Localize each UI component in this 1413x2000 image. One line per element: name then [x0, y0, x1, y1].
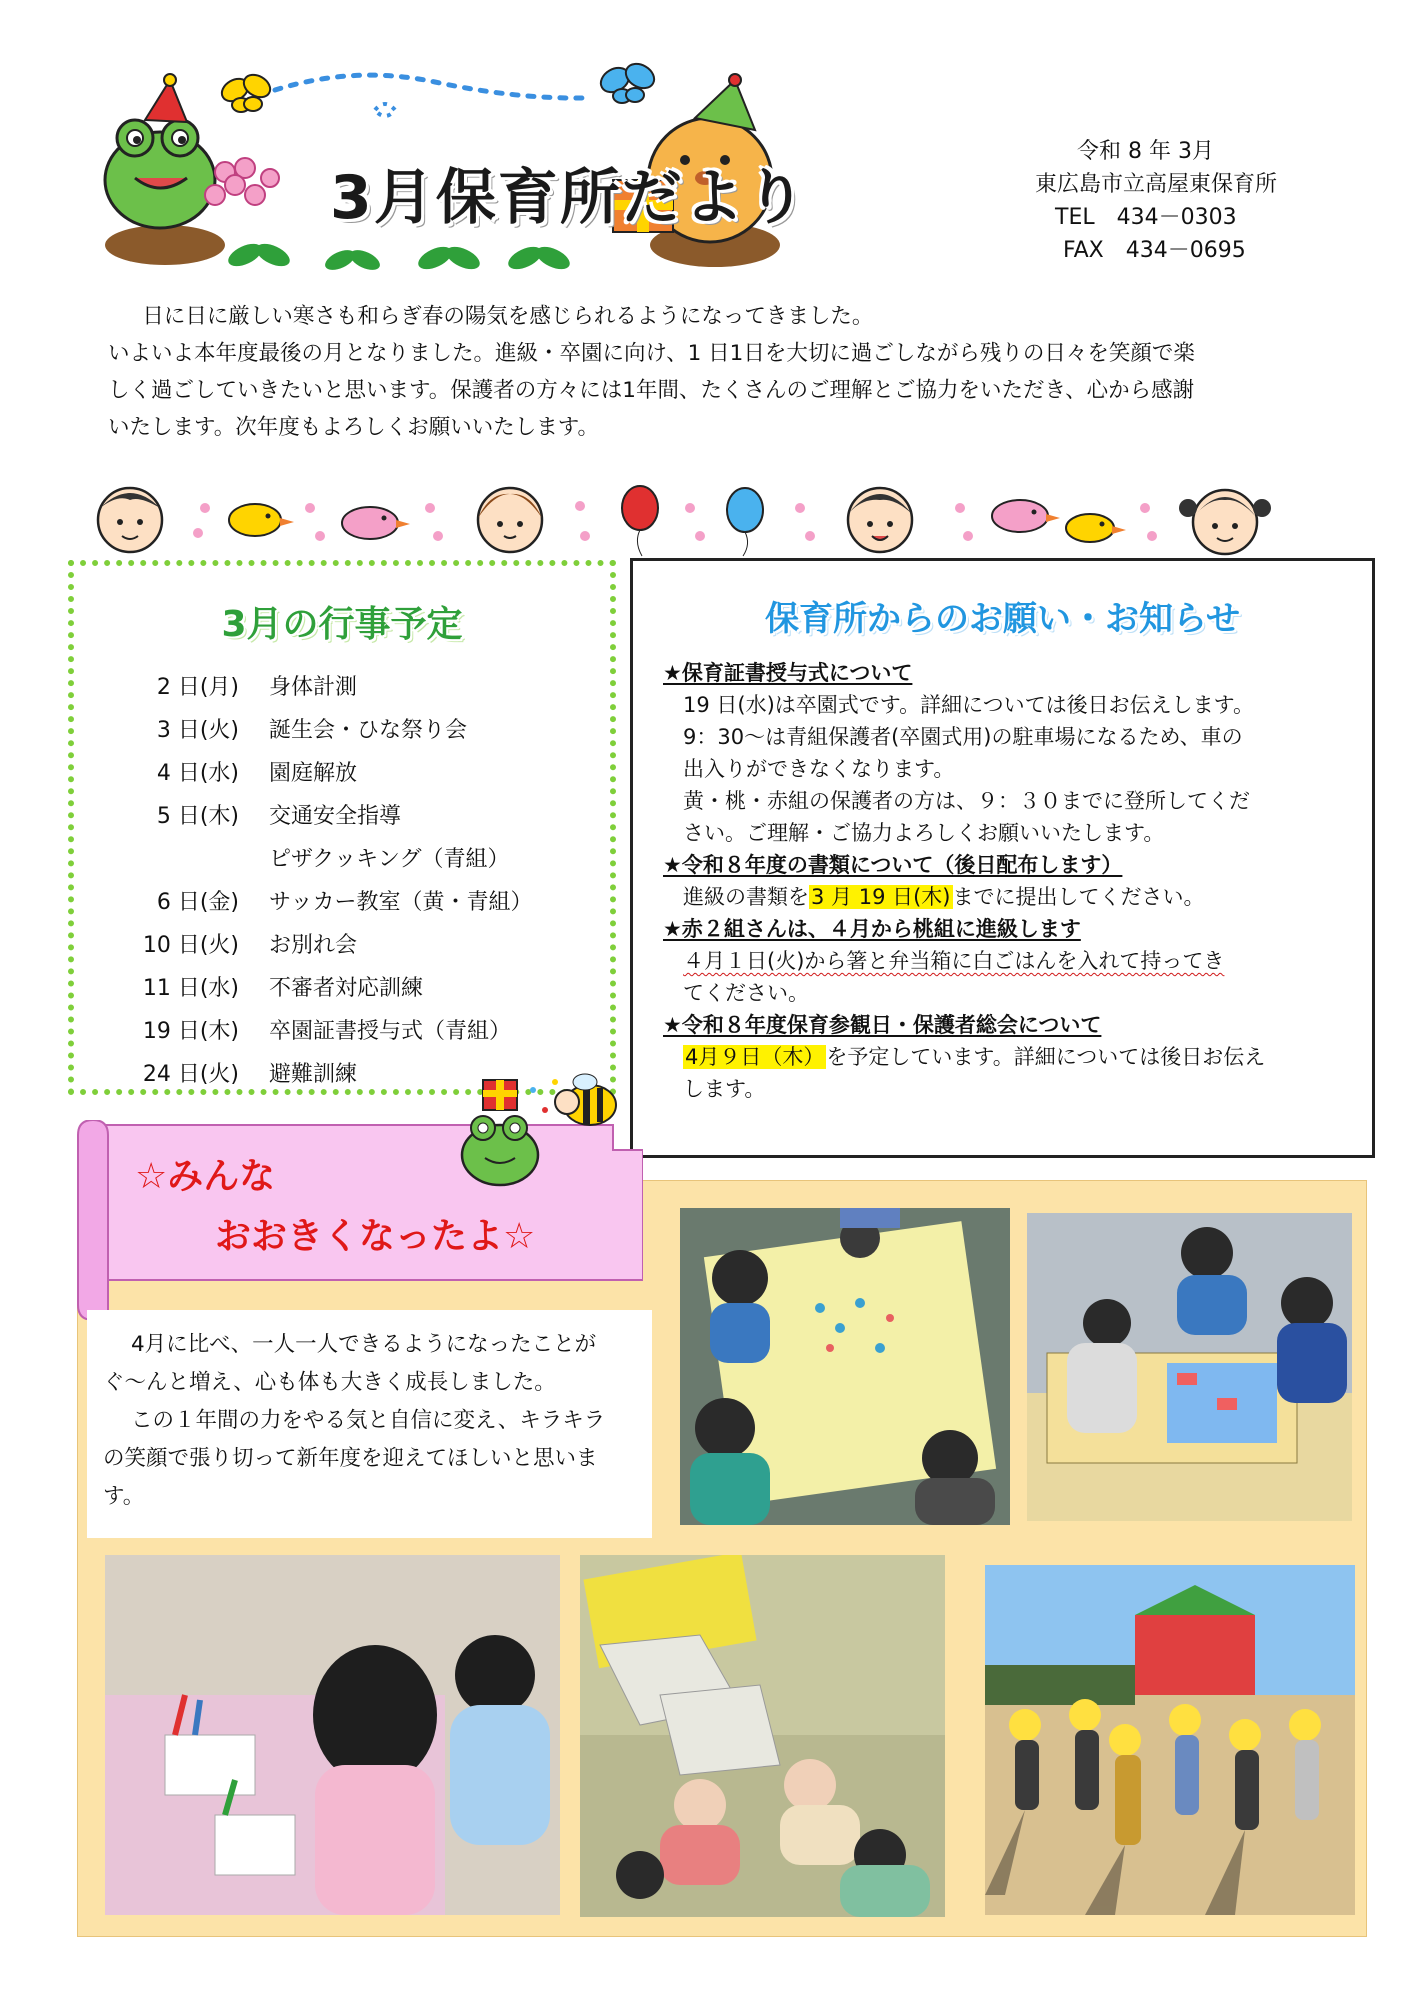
event-name: 園庭解放: [269, 761, 358, 786]
event-name: 身体計測: [269, 675, 358, 700]
growth-line: す。: [103, 1484, 145, 1509]
notice-line: 19 日(水)は卒園式です。詳細については後日お伝えします。: [683, 693, 1255, 717]
notice-heading: ★保育証書授与式について: [663, 661, 913, 685]
event-date: 3 日(火): [156, 718, 239, 743]
growth-text: [87, 1310, 652, 1538]
photo-newspaper-play: [580, 1555, 945, 1917]
event-date: 10 日(火): [142, 933, 239, 958]
notice-heading: ★令和８年度の書類について（後日配布します）: [663, 853, 1123, 877]
flower-icon: [575, 501, 590, 541]
notice-line: [663, 1041, 1363, 1073]
event-date: 24 日(火): [142, 1062, 239, 1087]
event-date: 4 日(水): [156, 761, 239, 786]
highlighted-date: 3 月 19 日(木): [811, 885, 951, 909]
child-face-icon: [98, 488, 162, 552]
notice-title: 保育所からのお願い・お知らせ: [765, 599, 1240, 639]
intro-line: 日に日に厳しい寒さも和らぎ春の陽気を感じられるようになってきました。: [142, 304, 874, 329]
event-name: ピザクッキング（青組）: [269, 847, 510, 872]
events-box: [68, 560, 616, 1095]
notice-line: さい。ご理解・ご協力よろしくお願いいたします。: [683, 821, 1165, 845]
notice-box: [630, 558, 1375, 1158]
child-face-icon: [478, 488, 542, 552]
notice-line: 出入りができなくなります。: [683, 757, 955, 781]
balloon-icon: [622, 486, 658, 556]
photo-craft-table: [680, 1208, 1010, 1525]
notice-body: [663, 657, 1363, 1105]
event-date: 2 日(月): [156, 675, 239, 700]
notice-line: [663, 881, 1363, 913]
confetti-icon: [530, 1079, 558, 1113]
flower-icon: [193, 503, 210, 538]
bird-icon: [992, 500, 1060, 532]
flower-icon: [425, 503, 443, 541]
notice-line: てください。: [683, 981, 809, 1005]
intro-line: いたします。次年度もよろしくお願いいたします。: [108, 415, 600, 440]
event-date: 11 日(水): [142, 976, 239, 1001]
notice-line: 9：30～は青組保護者(卒園式用)の駐車場になるため、車の: [683, 725, 1243, 749]
highlighted-date: 4月９日（木）: [685, 1045, 825, 1069]
gift-icon: [483, 1080, 517, 1110]
growth-line: ぐ～んと増え、心も体も大きく成長しました。: [103, 1370, 556, 1395]
fax-number: FAX 434－0695: [1063, 238, 1246, 263]
bird-icon: [342, 507, 410, 539]
butterfly-icon: [597, 60, 659, 103]
list-item: [134, 836, 533, 879]
list-item: [134, 879, 533, 922]
event-name: サッカー教室（黄・青組）: [269, 890, 533, 915]
issue-date: 令和 8 年 3月: [1077, 139, 1214, 164]
growth-line: この１年間の力をやる気と自信に変え、キラキラ: [130, 1408, 606, 1433]
notice-line: します。: [683, 1077, 766, 1101]
list-item: [134, 1008, 533, 1051]
page-title: 3月保育所だより: [330, 163, 808, 233]
notice-text: 進級の書類を: [683, 885, 809, 909]
events-list: [134, 664, 533, 1094]
event-name: 不審者対応訓練: [269, 976, 424, 1001]
org-info: [1035, 135, 1277, 267]
butterfly-icon: [218, 70, 274, 112]
notice-text: を予定しています。詳細については後日お伝え: [826, 1045, 1266, 1069]
growth-line: の笑顔で張り切って新年度を迎えてほしいと思いま: [103, 1446, 598, 1471]
flower-icon: [685, 503, 705, 541]
event-date: 19 日(木): [142, 1019, 239, 1044]
event-name: お別れ会: [269, 933, 358, 958]
bird-icon: [229, 504, 294, 536]
event-date: 5 日(木): [156, 804, 239, 829]
org-name: 東広島市立高屋東保育所: [1035, 172, 1278, 197]
frog-icon: [105, 74, 215, 228]
notice-heading: ★令和８年度保育参観日・保護者総会について: [663, 1013, 1102, 1037]
notice-text: までに提出してください。: [952, 885, 1205, 909]
photo-playground: [985, 1565, 1355, 1915]
event-name: 誕生会・ひな祭り会: [269, 718, 468, 743]
growth-line: 4月に比べ、一人一人できるようになったことが: [130, 1332, 597, 1357]
notice-line: 黄・桃・赤組の保護者の方は、９：３０までに登所してくだ: [683, 789, 1250, 813]
intro-line: いよいよ本年度最後の月となりました。進級・卒園に向け、1 日1日を大切に過ごしながら残りの日々を笑顔で楽: [108, 341, 1195, 366]
flower-icon: [305, 503, 325, 541]
photo-puzzle-play: [1027, 1213, 1352, 1521]
banner-subtitle: おおきくなったよ☆: [215, 1216, 536, 1257]
bird-icon: [1066, 514, 1126, 542]
list-item: [134, 664, 533, 707]
flower-icon: [1140, 503, 1157, 541]
frog-bee-sticker: [455, 1060, 640, 1190]
intro-line: しく過ごしていきたいと思います。保護者の方々には1年間、たくさんのご理解とご協力をいただき、心から感謝: [108, 378, 1195, 403]
list-item: [134, 707, 533, 750]
events-title: 3月の行事予定: [221, 604, 463, 645]
bee-icon: [555, 1074, 616, 1125]
event-name: 交通安全指導: [269, 804, 402, 829]
child-face-icon: [1179, 490, 1271, 554]
notice-line: ４月１日(火)から箸と弁当箱に白ごはんを入れて持ってき: [683, 949, 1225, 973]
frog-icon: [462, 1116, 538, 1185]
list-item: [134, 922, 533, 965]
child-face-icon: [848, 488, 912, 552]
event-name: 卒園証書授与式（青組）: [269, 1019, 512, 1044]
decoration-row: [80, 478, 1330, 560]
balloon-icon: [727, 488, 763, 556]
intro-text: [108, 298, 1338, 446]
sprout-icon: [225, 239, 573, 274]
list-item: [134, 793, 533, 836]
flower-icon: [795, 503, 815, 541]
flower-icon: [955, 503, 973, 541]
photo-drawing: [105, 1555, 560, 1915]
tel-number: TEL 434－0303: [1055, 205, 1237, 230]
list-item: [134, 750, 533, 793]
event-date: 6 日(金): [156, 890, 239, 915]
event-name: 避難訓練: [269, 1062, 358, 1087]
banner-title: ☆みんな: [135, 1156, 276, 1197]
notice-heading: ★赤２組さんは、４月から桃組に進級します: [663, 917, 1081, 941]
list-item: [134, 965, 533, 1008]
